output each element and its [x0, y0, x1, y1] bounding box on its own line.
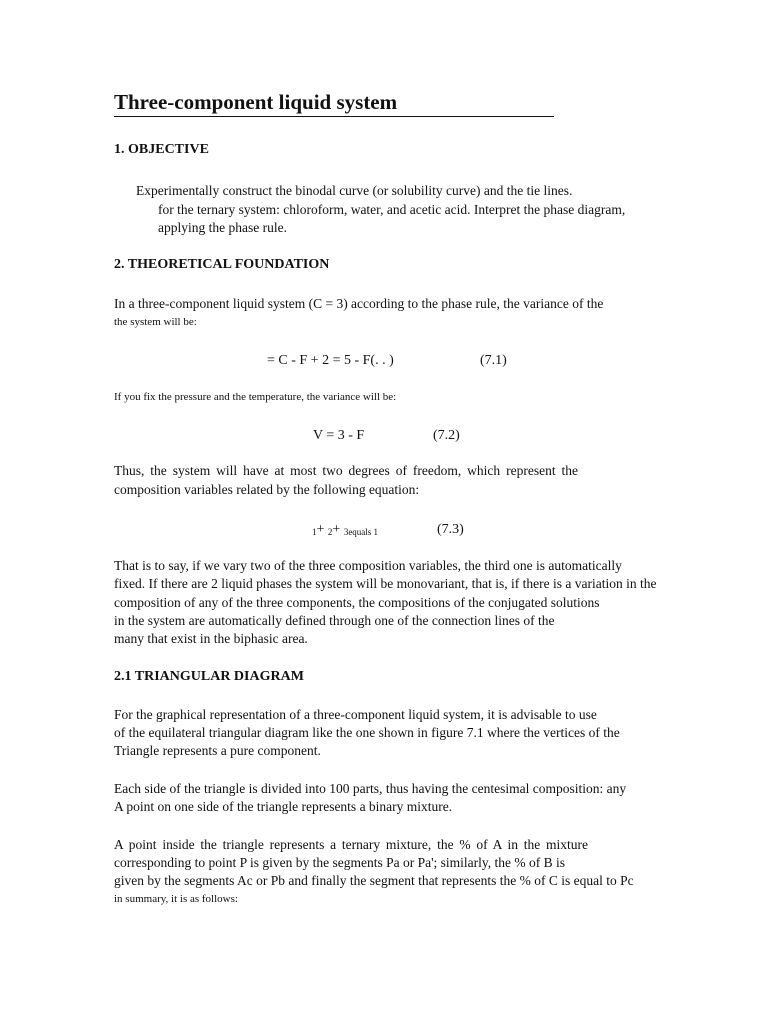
objective-line-1	[136, 182, 572, 201]
theory-p4-line-1: That is to say, if we vary two of the three composition variables, the third one is automatically	[114, 558, 622, 573]
triangular-p2-line-1: Each side of the triangle is divided into 100 parts, thus having the centesimal composition: any	[114, 781, 627, 796]
objective-line-2: for the ternary system: chloroform, water, and acetic acid. Interpret the phase diagram,	[158, 202, 626, 217]
theory-p4-line-4: in the system are automatically defined through one of the connection lines of the	[114, 613, 555, 628]
subscript: 2	[327, 527, 333, 537]
theory-p2: If you fix the pressure and the temperature, the variance will be:	[114, 391, 397, 403]
plus-sign: +	[332, 522, 344, 537]
theory-p3-line-2: composition variables related by the following equation:	[114, 482, 420, 497]
page-title: Three-component liquid system	[114, 89, 554, 117]
equation-7-1-number: (7.1)	[480, 353, 507, 368]
subscript: 3equals 1	[343, 527, 379, 537]
equation-7-2: V = 3 - F	[313, 428, 365, 443]
theory-heading: 2. THEORETICAL FOUNDATION	[114, 257, 330, 272]
equation-7-2-number: (7.2)	[433, 428, 460, 443]
equation-7-3-number: (7.3)	[437, 522, 464, 537]
theory-p3-line-1: Thus, the system will have at most two degrees of freedom, which represent the	[114, 463, 578, 478]
equation-dot: .	[375, 353, 383, 368]
equation-7-1	[267, 352, 394, 370]
subscript: 1	[312, 527, 317, 537]
theory-p1-line-1: In a three-component liquid system (C = 3) according to the phase rule, the variance of the	[114, 296, 604, 311]
triangular-p1-line-1: For the graphical representation of a three-component liquid system, it is advisable to use	[114, 707, 597, 722]
triangular-p3-line-1: A point inside the triangle represents a ternary mixture, the % of A in the mixture	[114, 837, 588, 852]
theory-p4-line-3: composition of any of the three components, the compositions of the conjugated solutions	[114, 595, 600, 610]
triangular-p3-line-3: given by the segments Ac or Pb and finally the segment that represents the % of C is equal to Pc	[114, 873, 634, 888]
plus-sign: +	[316, 522, 328, 537]
theory-p1-line-2: the system will be:	[114, 316, 197, 328]
triangular-p2-line-2: A point on one side of the triangle represents a binary mixture.	[114, 799, 453, 814]
objective-text-1: Experimentally construct the binodal curve (or solubility curve) and the tie lines.	[136, 183, 573, 198]
theory-p4-line-2: fixed. If there are 2 liquid phases the system will be monovariant, that is, if there is a variation in the	[114, 576, 657, 591]
equation-7-3	[312, 521, 378, 541]
equation-7-1-body: = C - F + 2 = 5 - F(	[267, 353, 376, 368]
objective-line-3: applying the phase rule.	[158, 220, 287, 235]
triangular-p1-line-2: of the equilateral triangular diagram like the one shown in figure 7.1 where the vertices of the	[114, 725, 620, 740]
triangular-p1-line-3: Triangle represents a pure component.	[114, 743, 321, 758]
triangular-p3-line-4: in summary, it is as follows:	[114, 893, 238, 905]
equation-end: . )	[382, 353, 394, 368]
objective-heading: 1. OBJECTIVE	[114, 142, 209, 157]
triangular-heading: 2.1 TRIANGULAR DIAGRAM	[114, 669, 304, 684]
triangular-p3-line-2: corresponding to point P is given by the segments Pa or Pa'; similarly, the % of B is	[114, 855, 566, 870]
theory-p4-line-5: many that exist in the biphasic area.	[114, 631, 308, 646]
